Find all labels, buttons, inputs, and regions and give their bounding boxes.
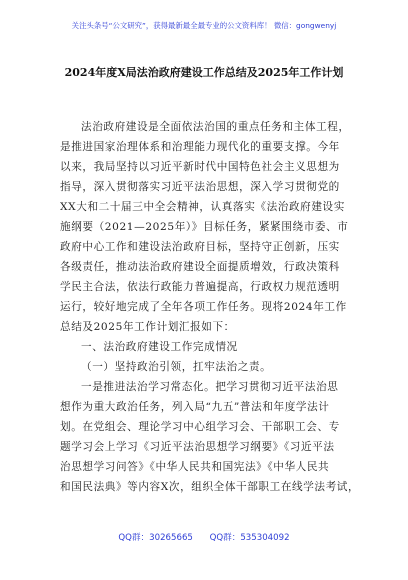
text-line: 题学习会上学习《习近平法治思想学习纲要》《习近平法 (60, 441, 335, 453)
text-line: 划。在党组会、理论学习中心组学习会、干部职工会、专 (60, 421, 340, 433)
header-banner: 关注头条号“公文研究”，获得最新最全最专业的公文资料库！ 微信：gongwenyj (71, 21, 337, 30)
text-line: 以来，我局坚持以习近平新时代中国特色社会主义思想为 (60, 161, 340, 173)
document-body (60, 117, 360, 497)
heading-line: （一）坚持政治引领，扛牢法治之责。 (81, 361, 272, 373)
text-line: 法治政府建设是全面依法治国的重点任务和主体工程， (81, 121, 350, 133)
text-line: 治思想学习问答》《中华人民共和国宪法》《中华人民共 (60, 461, 330, 473)
footer-qq-group-1: QQ群：30265665 (118, 533, 193, 543)
text-line: 政府中心工作和建设法治政府目标，坚持守正创新，压实 (60, 241, 340, 253)
text-line: 总结及2025年工作计划汇报如下： (60, 321, 235, 333)
text-line: 学民主合法，依法行政能力普遍提高，行政权力规范透明 (60, 281, 340, 293)
text-line: 指导，深入贯彻落实习近平法治思想，深入学习贯彻党的 (60, 181, 340, 193)
text-line: 一是推进法治学习常态化。把学习贯彻习近平法治思 (81, 381, 339, 393)
document-title: 2024年度X局法治政府建设工作总结及2025年工作计划 (64, 66, 344, 79)
text-line: 各级责任，推动法治政府建设全面提质增效，行政决策科 (60, 261, 340, 273)
footer-contact (0, 531, 408, 543)
paragraph-intro (60, 117, 352, 337)
text-line: 和国民法典》等内容X次，组织全体干部职工在线学法考试， (60, 481, 360, 493)
paragraph-study (60, 377, 360, 497)
heading-line: 一、法治政府建设工作完成情况 (81, 341, 238, 353)
text-line: 运行，较好地完成了全年各项工作任务。现将2024年工作 (60, 301, 347, 313)
text-line: 施纲要（2021—2025年）》目标任务，紧紧围绕市委、市 (60, 221, 349, 233)
subsection-heading (60, 357, 352, 377)
footer-qq-group-2: QQ群：535304092 (209, 533, 290, 543)
text-line: 想作为重大政治任务，列入局“九五”普法和年度学法计 (60, 401, 330, 413)
text-line: XX大和二十届三中全会精神，认真落实《法治政府建设实 (60, 201, 345, 213)
section-heading (60, 337, 352, 357)
text-line: 是推进国家治理体系和治理能力现代化的重要支撑。今年 (60, 141, 340, 153)
